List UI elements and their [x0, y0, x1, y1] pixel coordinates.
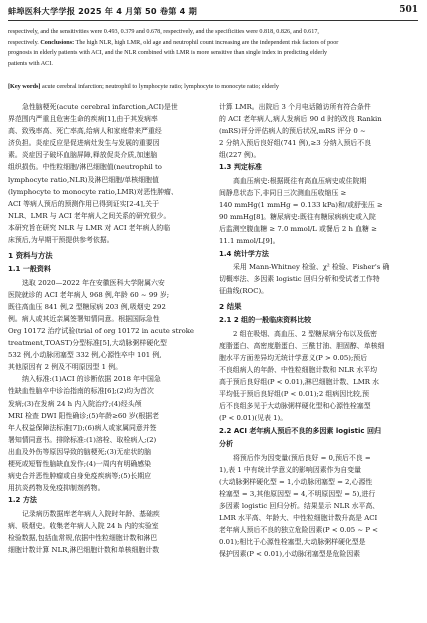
body-text-line: 90 mmHg[8]。糖尿病史:既往有糖尿病病史或入院 — [219, 213, 376, 222]
body-text-line: 切概率法、多因素 logistic 回归分析和受试者工作特 — [219, 275, 380, 284]
paragraph-start-line: 纳入标准:(1)ACI 的诊断依据 2018 年中国急 — [22, 375, 161, 384]
paragraph-start-line: 2 组在吸烟、高血压、2 型糖尿病分布以及低密 — [233, 329, 378, 338]
section-heading: 2 结果 — [219, 302, 242, 312]
body-text-line: 病史合并恶性肿瘤或自身免疫疾病等;(5)长期应 — [8, 472, 152, 481]
body-text-line: 病、吸烟史。收集老年病人入院 24 h 内的实验室 — [8, 521, 159, 530]
body-text-line: 组(227 例)。 — [219, 151, 261, 160]
body-text-line: 保护因素(P < 0.01),小动脉闭塞型是危险因素 — [219, 550, 361, 559]
body-text-line: 间静息状态下,非同日三次测血压收缩压 ≥ — [219, 189, 347, 198]
body-text-line: 本研究旨在研究 NLR 与 LMR 对 ACI 老年病人的临 — [8, 223, 171, 232]
body-text-line: 组织损伤。中性粒细胞/淋巴细胞值(neutrophil to — [8, 163, 162, 172]
body-text-line: 不良组病人的年龄、中性粒细胞计数和 NLR 水平均 — [219, 366, 377, 375]
body-text-line: 后监测空腹血糖 ≥ 7.0 mmol/L 或餐后 2 h 血糖 ≥ — [219, 225, 377, 234]
keywords — [8, 83, 418, 90]
body-text-line: 高、致残率高、死亡率高,给病人和家庭带来严重经 — [8, 127, 162, 136]
journal-title: 蚌埠医科大学学报 2025 年 4 月第 50 卷第 4 期 — [8, 6, 198, 16]
body-text-line: 床预后,为早期干预提供参考依据。 — [8, 236, 114, 245]
body-text-line: 11.1 mmol/L[9]。 — [219, 237, 280, 246]
paragraph-start-line: 选取 2020—2022 年在安徽医科大学附属六安 — [22, 278, 165, 287]
body-text-line: 其他原因有 2 例及不明原因型 1 例。 — [8, 363, 122, 372]
body-text-line: 2 分纳入预后良好组(741 例),≥3 分纳入预后不良 — [219, 139, 372, 148]
subsection-heading: 1.4 统计学方法 — [219, 249, 269, 258]
body-text-line: 发病;(3)在发病 24 h 内入院治疗;(4)经头颅 — [8, 399, 142, 408]
body-text-line: 性缺血性脑卒中诊治指南的标准[6];(2)均为首次 — [8, 387, 154, 396]
body-text-line: 胞水平方面差异均无统计学意义(P > 0.05);预后 — [219, 354, 368, 362]
body-text-line: 栓塞型 = 3,其他原因型 = 4,不明原因型 = 5),进行 — [219, 489, 376, 498]
body-text-line: 140 mmHg(1 mmHg = 0.133 kPa)和/或舒张压 ≥ — [219, 201, 383, 210]
body-text-line: 出血及外伤等原因导致的脑梗死;(3)无症状的脑 — [8, 447, 152, 456]
paragraph-start-line: 将预后作为因变量(预后良好 = 0,预后不良 = — [233, 453, 371, 462]
body-text-line: 年人权益保障法标准[7]);(6)病人或家属同意并签 — [8, 423, 157, 432]
body-text-line: 界范围内严重且危害生命的疾病[1],由于其发病率 — [8, 115, 158, 124]
subsection-heading: 1.3 判定标准 — [219, 163, 262, 172]
body-text-line: treatment,TOAST)分型标准[5],大动脉粥样硬化型 — [8, 339, 167, 348]
keywords-text: acute cerebral infarction; neutrophil to lymphocyte ratio; lymphocyte to monocyte ratio; elderly — [40, 83, 279, 90]
paragraph-start-line: 高血压病史:根据既往有高血压病史或住院期 — [233, 176, 367, 185]
body-text-line: 后不良组多见于大动脉粥样硬化型和心源性栓塞型 — [219, 402, 371, 411]
body-text-line: 0.01);相比于心源性栓塞型,大动脉粥样硬化型是 — [219, 538, 366, 547]
subsection-heading: 1.1 一般资料 — [8, 265, 51, 274]
abstract-line: respectively. Conclusions: The high NLR, high LMR, old age and neutrophil count increasing are the independent risk factors of poor — [8, 39, 339, 46]
subsection-heading: 1.2 方法 — [8, 496, 37, 505]
right-column — [219, 101, 420, 560]
subsection-heading: 分析 — [219, 440, 233, 449]
body-text-line: LMR 水平高、年龄大、中性粒细胞计数升高是 ACI — [219, 514, 378, 523]
paragraph-start-line: 记录病历数据库老年病人入院时年龄、基础疾 — [22, 509, 160, 518]
body-text-line: 平均低于预后良好组(P < 0.01);2 组病因比较,预 — [219, 390, 369, 399]
subsection-heading: 2.1 2 组的一般临床资料比较 — [219, 316, 312, 325]
abstract-line: prognosis in elderly patients with ACI, and the NLR combined with LMR is more sensitive than single index in predicting elderly — [8, 50, 328, 57]
body-text-line: 细胞计数计算 NLR,淋巴细胞计数和单核细胞计数 — [8, 546, 160, 555]
abstract-line: patients with ACI. — [8, 60, 53, 67]
left-column — [8, 101, 208, 556]
body-text-line: (P < 0.01)(见表 1)。 — [219, 414, 288, 423]
body-text-line: 用抗炎药物及免疫抑制剂药物。 — [8, 484, 105, 493]
body-text-line: Org 10172 治疗试验(trial of org 10172 in acute stroke — [8, 327, 194, 335]
body-text-line: 征曲线(ROC)。 — [219, 287, 269, 296]
body-text-line: 高于预后良好组(P < 0.01),淋巴细胞计数、LMR 水 — [219, 378, 380, 387]
body-text-line: 梗死或短暂性脑缺血发作;(4)一周内有明确感染 — [8, 460, 152, 469]
body-text-line: 多因素 logistic 回归分析。结果显示 NLR 水平高、 — [219, 501, 380, 510]
body-text-line: 1),表 1 中有统计学意义的影响因素作为自变量 — [219, 465, 362, 474]
body-text-line: 度脂蛋白、高密度脂蛋白、三酰甘油、胆固醇、单核细 — [219, 341, 385, 350]
body-text-line: (大动脉粥样硬化型 = 1,小动脉闭塞型 = 2,心源性 — [219, 477, 373, 486]
body-text-line: (mRS)评分评估病人的预后状况,mRS 评分 0 ~ — [219, 127, 366, 136]
running-header — [8, 6, 418, 21]
paragraph-start-line: 急性脑梗死(acute cerebral infarction,ACI)是世 — [22, 103, 178, 111]
body-text-line: 例。病人或其近亲属签署知情同意。根据国际急性 — [8, 314, 160, 323]
body-text-line: MRI 检查 DWI 阳性确诊;(5)年龄≥60 岁(根据老 — [8, 411, 160, 420]
body-text-line: 医院就诊的 ACI 老年病人 968 例,年龄 60 ~ 99 岁; — [8, 290, 170, 299]
body-text-line: 济负担。炎症反应是促进病灶发生与发展的重要因 — [8, 139, 160, 148]
keywords-label: [Key words] — [8, 83, 41, 90]
english-abstract — [8, 27, 418, 69]
subsection-heading: 2.2 ACI 老年病人预后不良的多因素 logistic 回归 — [219, 426, 381, 435]
page-number: 501 — [399, 5, 418, 15]
body-text-line: 既往高血压 841 例,2 型糖尿病 203 例,吸烟史 292 — [8, 302, 166, 311]
body-text-line: (lymphocyte to monocyte ratio,LMR)对恶性肿瘤、 — [8, 187, 178, 196]
section-heading: 1 资料与方法 — [8, 251, 53, 261]
body-text-line: ACI 等病人预后的预测作用已得到证实[2-4],关于 — [8, 199, 159, 208]
body-text-line: NLR、LMR 与 ACI 老年病人之间关系的研究很少。 — [8, 211, 171, 220]
body-text-line: 署知情同意书。排除标准:(1)溶栓、取栓病人;(2) — [8, 435, 157, 444]
body-text-line: 老年病人预后不良的独立危险因素(P < 0.05 ~ P < — [219, 526, 378, 535]
body-text-line: 计算 LMR。出院后 3 个月电话随访所有符合条件 — [219, 103, 371, 111]
body-text-line: 检验数据,包括血常规,依据中性粒细胞计数和淋巴 — [8, 534, 158, 542]
paragraph-start-line: 采用 Mann-Whitney 检验、χ² 检验、Fisher's 确 — [233, 263, 390, 272]
body-text-line: lymphocyte ratio,NLR)及淋巴细胞/单核细胞值 — [8, 175, 159, 184]
body-text-line: 532 例,小动脉闭塞型 332 例,心源性卒中 101 例, — [8, 351, 162, 360]
conclusions-label: Conclusions: — [40, 39, 75, 46]
body-text-line: 的 ACI 老年病人,病人发病后 90 d 时的改良 Rankin — [219, 115, 382, 124]
body-text-line: 素。炎症因子破坏血脑屏障,释放促炎介质,加速脑 — [8, 151, 158, 160]
abstract-line: respectively, and the sensitivities were 0.493, 0.379 and 0.678, respectively, and the specificities were 0.818, 0.826, and 0.617, — [8, 29, 319, 35]
